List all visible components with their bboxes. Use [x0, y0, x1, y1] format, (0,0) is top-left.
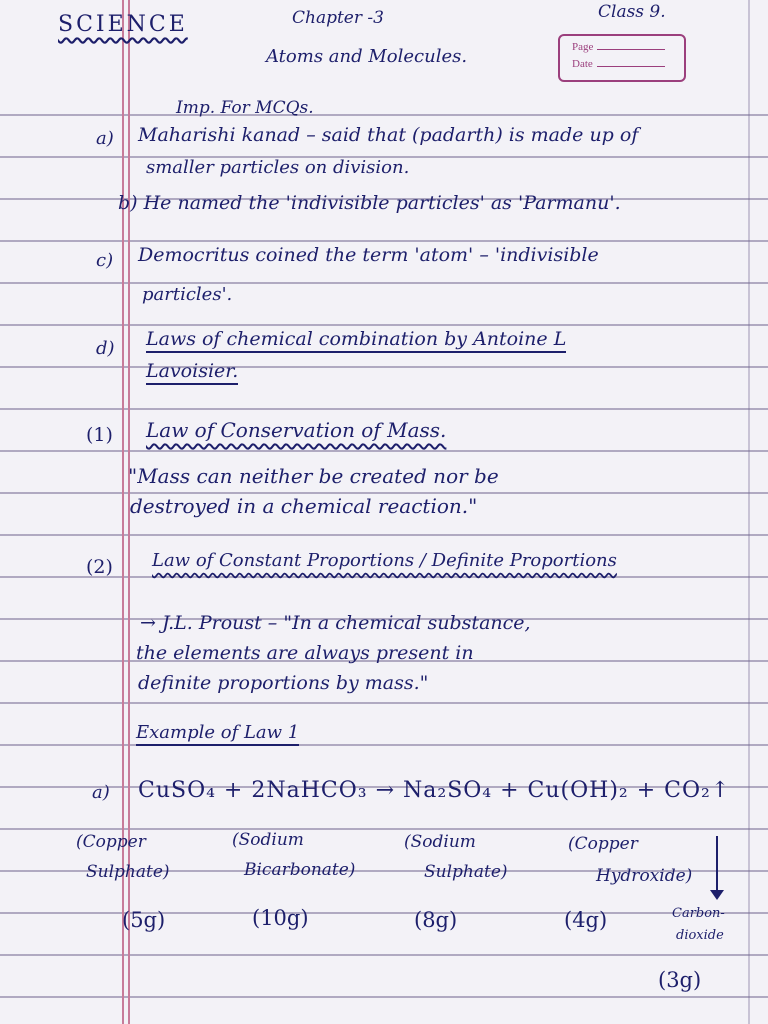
reactant1-name-line1: (Copper [76, 832, 146, 852]
item-a-line1: Maharishi kanad – said that (padarth) is made up of [138, 124, 639, 146]
mass-3: (8g) [414, 908, 458, 932]
example-title: Example of Law 1 [136, 722, 299, 746]
page-label: Page [572, 41, 594, 53]
chemical-equation: CuSO₄ + 2NaHCO₃ → Na₂SO₄ + Cu(OH)₂ + CO₂↑ [138, 778, 731, 803]
item-c-line2: particles'. [142, 284, 233, 305]
item-b-line: b) He named the 'indivisible particles' as 'Parmanu'. [118, 192, 621, 214]
chapter-label: Chapter -3 [292, 8, 384, 28]
item-c-line1: Democritus coined the term 'atom' – 'indivisible [138, 244, 599, 266]
item-a-line2: smaller particles on division. [146, 157, 410, 178]
law2-line3: definite proportions by mass." [138, 672, 429, 694]
chapter-title: Atoms and Molecules. [266, 46, 468, 67]
item-a-label: a) [96, 128, 114, 149]
law1-title: Law of Conservation of Mass. [146, 418, 447, 442]
item-d-line2: Lavoisier. [146, 360, 238, 385]
law1-quote-line2: destroyed in a chemical reaction." [130, 494, 478, 518]
product2-name-line2: Hydroxide) [596, 866, 693, 886]
co2-name-line1: Carbon- [672, 906, 725, 921]
mass-4: (4g) [564, 908, 608, 932]
reactant1-name-line2: Sulphate) [86, 862, 170, 882]
right-edge-line [748, 0, 750, 1024]
down-arrow-head [710, 890, 724, 900]
co2-name-line2: dioxide [676, 928, 724, 943]
subject-title: SCIENCE [58, 12, 188, 37]
law2-number: (2) [86, 556, 113, 578]
mass-2: (10g) [252, 906, 309, 930]
product2-name-line1: (Copper [568, 834, 638, 854]
law2-title: Law of Constant Proportions / Definite Proportions [152, 550, 617, 571]
law2-line1: → J.L. Proust – "In a chemical substance, [140, 612, 531, 634]
item-d-label: d) [96, 338, 115, 359]
item-c-label: c) [96, 250, 114, 271]
product1-name-line1: (Sodium [404, 832, 476, 852]
mass-1: (5g) [122, 908, 166, 932]
law1-quote-line1: "Mass can neither be created nor be [128, 464, 499, 488]
equation-label: a) [92, 782, 110, 803]
mass-5: (3g) [658, 968, 702, 992]
law2-line2: the elements are always present in [136, 642, 474, 664]
reactant2-name-line2: Bicarbonate) [244, 860, 356, 880]
date-label: Date [572, 58, 593, 70]
law1-number: (1) [86, 424, 113, 446]
down-arrow [716, 836, 718, 896]
item-d-line1: Laws of chemical combination by Antoine L [146, 328, 566, 353]
reactant2-name-line1: (Sodium [232, 830, 304, 850]
page-date-box [558, 34, 686, 82]
product1-name-line2: Sulphate) [424, 862, 508, 882]
notes-heading: Imp. For MCQs. [176, 98, 314, 118]
class-label: Class 9. [598, 2, 666, 22]
